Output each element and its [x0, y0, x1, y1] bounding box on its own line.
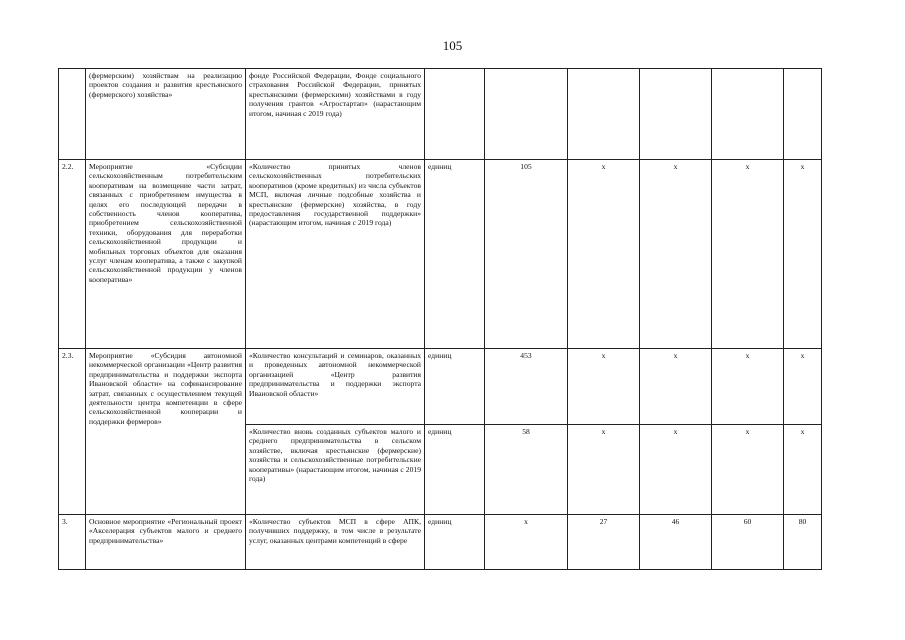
- row-number: 3.: [59, 515, 86, 570]
- indicator-cell: фонде Российской Федерации, Фонде социального страхования Российской Федерации, принятых крестьянскими (фермерскими) хозяйствами в году получения грантов «Агростартап» (нарастающим итогом, начиная с 2019 года): [246, 69, 425, 160]
- value-cell: х: [712, 160, 784, 349]
- event-cell: Мероприятие «Субсидия автономной некоммерческой организации «Центр развития предпринимательства и поддержки экспорта Ивановской области» на софинансирование затрат, связанных с осуществлением текущей деятельности центра компетенции в сфере сельскохозяйственной кооперации и поддержки фермеров»: [86, 349, 246, 515]
- unit-cell: единиц: [425, 515, 485, 570]
- table-row: [59, 349, 822, 425]
- value-cell: х: [640, 349, 712, 425]
- table-row: [59, 69, 822, 160]
- value-cell: [640, 69, 712, 160]
- value-cell: х: [485, 515, 568, 570]
- value-cell: [485, 69, 568, 160]
- value-cell: 80: [784, 515, 822, 570]
- value-cell: х: [784, 160, 822, 349]
- event-cell: Мероприятие «Субсидии сельскохозяйственным потребительским кооперативам на возмещение части затрат, связанных с приобретением имущества в целях его последующей передачи в собственность членов кооператива, приобретением сельскохозяйственной техники, оборудования для переработки сельскохозяйственной продукции и мобильных торговых объектов для оказания услуг членам кооператива, а также с закупкой сельскохозяйственной продукции у членов кооператива»: [86, 160, 246, 349]
- value-cell: х: [568, 425, 640, 515]
- value-cell: [784, 69, 822, 160]
- value-cell: х: [712, 349, 784, 425]
- value-cell: х: [784, 425, 822, 515]
- value-cell: х: [640, 425, 712, 515]
- value-cell: х: [640, 160, 712, 349]
- page-number: 105: [442, 38, 463, 53]
- event-cell: Основное мероприятие «Региональный проект «Акселерация субъектов малого и среднего предпринимательства»: [86, 515, 246, 570]
- value-cell: х: [568, 349, 640, 425]
- value-cell: 105: [485, 160, 568, 349]
- row-number: 2.2.: [59, 160, 86, 349]
- value-cell: 46: [640, 515, 712, 570]
- indicator-cell: «Количество принятых членов сельскохозяйственных потребительских кооперативов (кроме кредитных) из числа субъектов МСП, включая личные подсобные хозяйства и крестьянские (фермерские) хозяйства, в году предоставления государственной поддержки» (нарастающим итогом, начиная с 2019 года): [246, 160, 425, 349]
- value-cell: 58: [485, 425, 568, 515]
- unit-cell: единиц: [425, 160, 485, 349]
- row-number: [59, 69, 86, 160]
- value-cell: х: [568, 160, 640, 349]
- value-cell: 60: [712, 515, 784, 570]
- value-cell: 453: [485, 349, 568, 425]
- value-cell: х: [784, 349, 822, 425]
- event-cell: (фермерским) хозяйствам на реализацию проектов создания и развития крестьянского (фермерского) хозяйства»: [86, 69, 246, 160]
- value-cell: [568, 69, 640, 160]
- table-row: [59, 160, 822, 349]
- value-cell: 27: [568, 515, 640, 570]
- unit-cell: [425, 69, 485, 160]
- table-row: [59, 515, 822, 570]
- indicator-cell: «Количество вновь созданных субъектов малого и среднего предпринимательства в сельском хозяйстве, включая крестьянские (фермерские) хозяйства и сельскохозяйственные потребительские кооперативы» (нарастающим итогом, начиная с 2019 года): [246, 425, 425, 515]
- row-number: 2.3.: [59, 349, 86, 515]
- indicator-cell: «Количество консультаций и семинаров, оказанных и проведенных автономной некоммерческой организацией «Центр развития предпринимательства и поддержки экспорта Ивановской области»: [246, 349, 425, 425]
- indicator-cell: «Количество субъектов МСП в сфере АПК, получивших поддержку, в том числе в результате услуг, оказанных центрами компетенций в сфере: [246, 515, 425, 570]
- unit-cell: единиц: [425, 425, 485, 515]
- indicators-table: [58, 68, 822, 570]
- value-cell: х: [712, 425, 784, 515]
- value-cell: [712, 69, 784, 160]
- unit-cell: единиц: [425, 349, 485, 425]
